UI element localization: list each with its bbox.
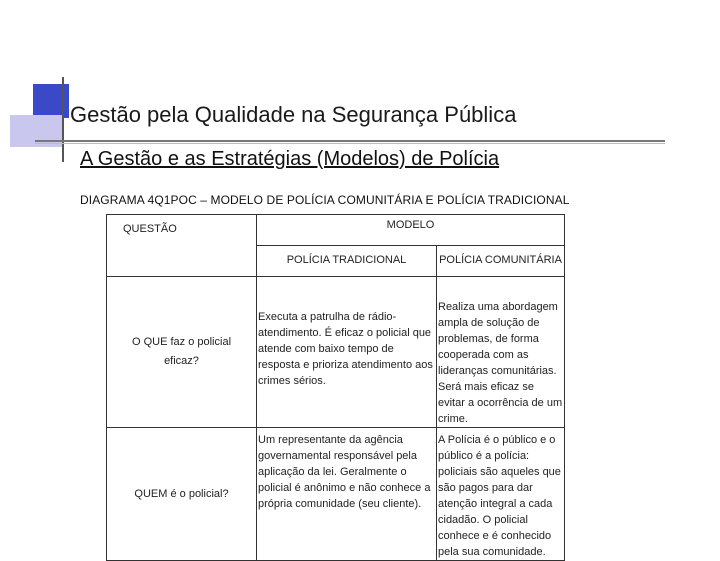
table-row — [107, 277, 565, 428]
header-question: QUESTÃO — [107, 215, 257, 277]
header-model: MODELO — [257, 215, 565, 246]
question-text-cont: eficaz? — [164, 355, 199, 367]
header-community-police: POLÍCIA COMUNITÁRIA — [437, 246, 565, 277]
question-cell — [107, 277, 257, 428]
decorative-vertical-line — [62, 77, 64, 162]
table-header-row — [107, 215, 565, 246]
title-divider-line — [35, 140, 665, 142]
slide-subtitle: A Gestão e as Estratégias (Modelos) de Polícia — [80, 148, 500, 170]
diagram-caption: DIAGRAMA 4Q1POC – MODELO DE POLÍCIA COMUNITÁRIA E POLÍCIA TRADICIONAL — [80, 193, 570, 207]
traditional-answer: Executa a patrulha de rádio-atendimento. É eficaz o policial que atende com baixo tempo de resposta e prioriza atendimento aos crimes sérios. — [257, 277, 437, 428]
title-divider-shadow — [35, 143, 665, 144]
police-model-table — [106, 214, 565, 561]
question-text: QUEM é o policial? — [134, 487, 229, 500]
slide-title: Gestão pela Qualidade na Segurança Pública — [70, 102, 517, 127]
community-answer: A Polícia é o público e o público é a polícia: policiais são aqueles que são pagos para dar atenção integral a cada cidadão. O policial conhece e é conhecido pela sua comunidade. — [437, 428, 565, 561]
question-cell — [107, 428, 257, 561]
community-answer: Realiza uma abordagem ampla de solução de problemas, de forma cooperada com as lideranças comunitárias. Será mais eficaz se evitar a ocorrência de um crime. — [437, 277, 565, 428]
traditional-answer: Um representante da agência governamental responsável pela aplicação da lei. Geralmente o policial é anônimo e não conhece a própria comunidade (seu cliente). — [257, 428, 437, 561]
question-text: O QUE faz o policial — [131, 336, 232, 348]
table-row — [107, 428, 565, 561]
header-traditional-police: POLÍCIA TRADICIONAL — [257, 246, 437, 277]
